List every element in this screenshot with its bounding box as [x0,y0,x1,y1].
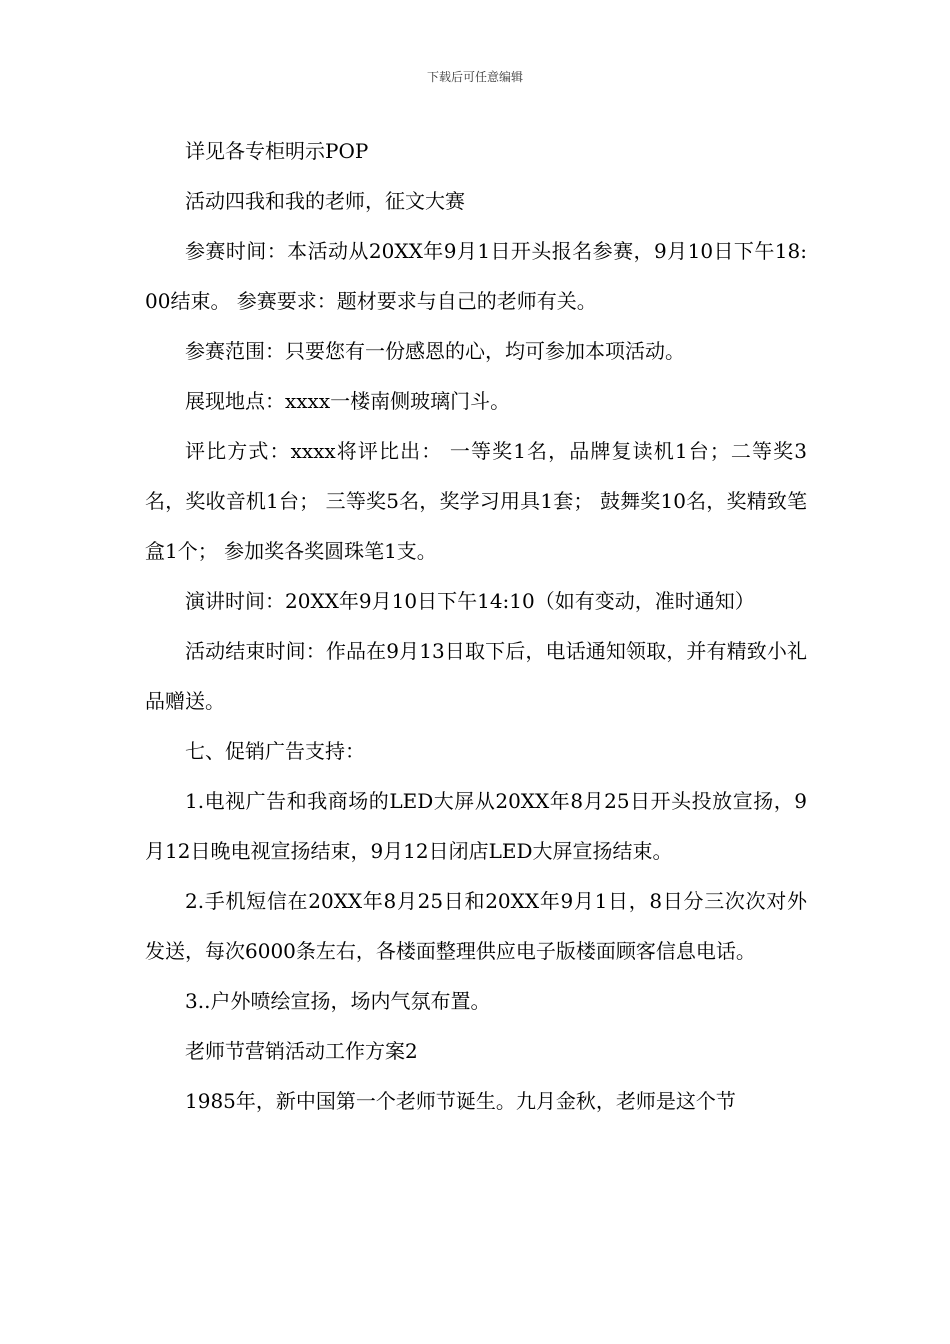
paragraph: 3..户外喷绘宣扬，场内气氛布置。 [185,989,491,1013]
paragraph: 活动结束时间：作品在9月13日取下后，电话通知领取，并有精致小礼品赠送。 [145,639,807,713]
paragraph: 展现地点：xxxx一楼南侧玻璃门斗。 [185,389,511,413]
page-header: 下载后可任意编辑 [426,70,523,84]
paragraph: 演讲时间：20XX年9月10日下午14:10（如有变动，准时通知） [185,589,755,613]
paragraph: 参赛范围：只要您有一份感恩的心，均可参加本项活动。 [185,339,685,363]
paragraph: 详见各专柜明示POP [185,139,369,163]
paragraph: 评比方式：xxxx将评比出： 一等奖1名，品牌复读机1台；二等奖3名，奖收音机1台； 三等奖5名，奖学习用具1套； 鼓舞奖10名，奖精致笔盒1个； 参加奖各奖圆珠笔1支。 [145,439,807,563]
document-body [145,126,807,1126]
paragraph: 2.手机短信在20XX年8月25日和20XX年9月1日，8日分三次次对外发送，每次6000条左右，各楼面整理供应电子版楼面顾客信息电话。 [145,889,807,963]
section-title: 老师节营销活动工作方案2 [185,1039,418,1063]
paragraph: 1985年，新中国第一个老师节诞生。九月金秋，老师是这个节 [185,1089,736,1113]
paragraph: 1.电视广告和我商场的LED大屏从20XX年8月25日开头投放宣扬，9月12日晚电视宣扬结束，9月12日闭店LED大屏宣扬结束。 [145,789,807,863]
paragraph: 活动四我和我的老师，征文大赛 [185,189,465,213]
section-heading: 七、促销广告支持： [185,739,365,763]
paragraph: 参赛时间：本活动从20XX年9月1日开头报名参赛，9月10日下午18:00结束。 参赛要求：题材要求与自己的老师有关。 [145,239,807,313]
